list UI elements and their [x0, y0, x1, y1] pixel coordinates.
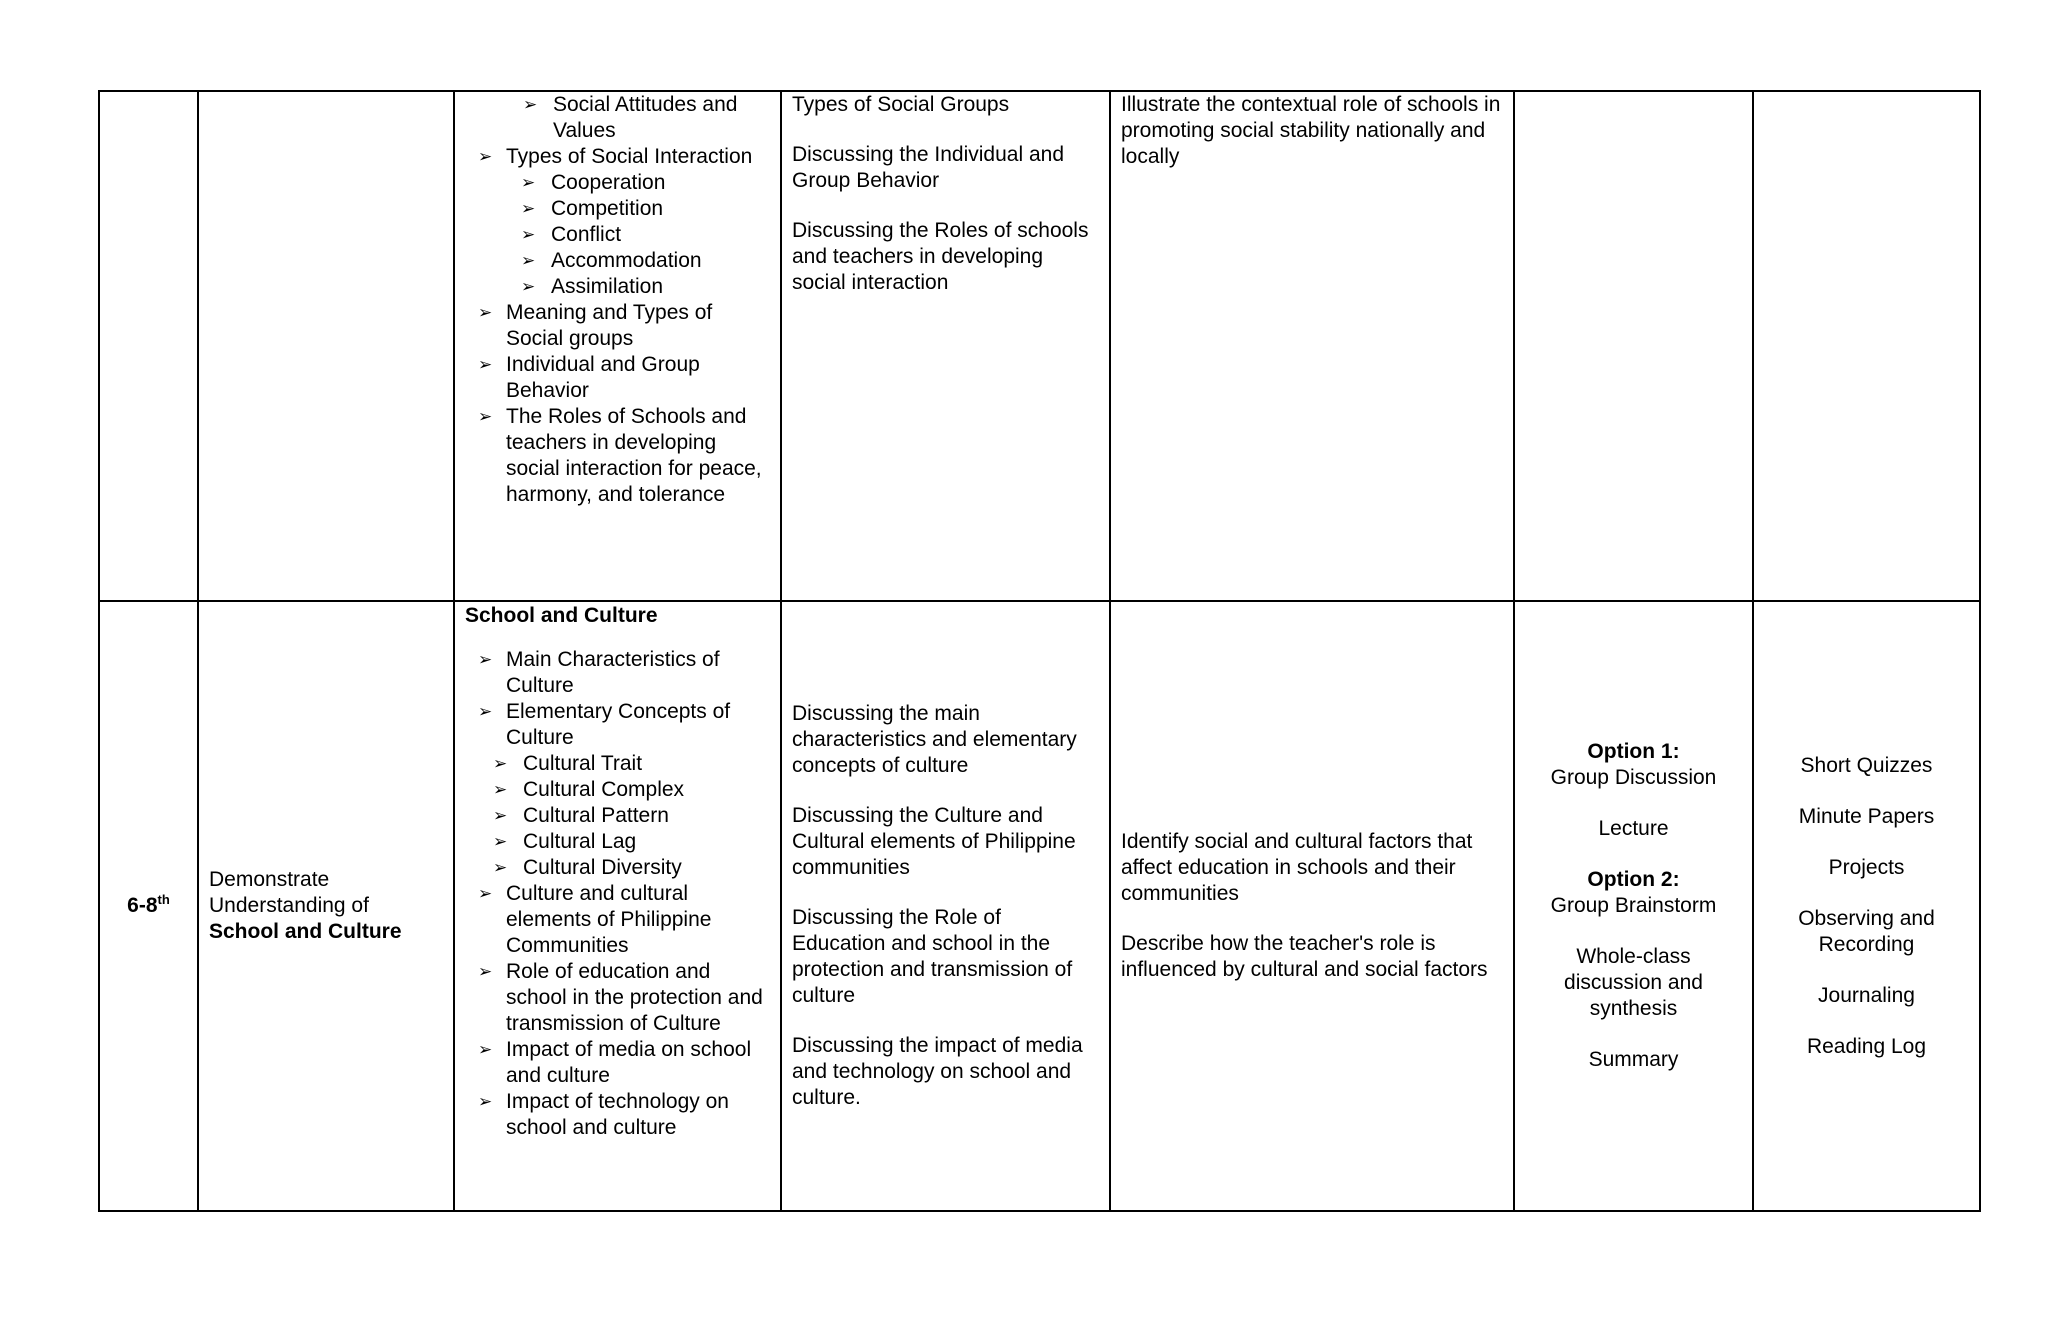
week-cell	[99, 91, 198, 601]
topic-text: Types of Social Interaction	[506, 145, 753, 168]
outcomes-cell	[1110, 91, 1514, 601]
list-item: ➢ Impact of media on school and culture	[465, 1037, 770, 1089]
list-item: ➢ Cultural Lag	[483, 829, 770, 855]
topic-title: School and Culture	[465, 604, 658, 627]
table-row-social-interaction	[99, 91, 1980, 601]
list-item: ➢ Assimilation	[511, 274, 770, 300]
week-cell	[99, 601, 198, 1211]
topics-list-cont	[465, 881, 770, 1141]
syllabus-table	[98, 90, 1981, 1212]
strategies-cell	[1514, 601, 1753, 1211]
strategy-item: Group Brainstorm	[1550, 894, 1717, 917]
topics-cell	[454, 601, 781, 1211]
assessment-item: Projects	[1828, 855, 1905, 879]
activity-text: Discussing the main characteristics and elementary concepts of culture	[792, 702, 1077, 777]
sub-topics-list	[483, 751, 770, 881]
outcome-text: Identify social and cultural factors that affect education in schools and their communities	[1121, 830, 1473, 905]
activity-text: Discussing the Culture and Cultural elements of Philippine communities	[792, 804, 1076, 879]
list-item: ➢ Conflict	[511, 222, 770, 248]
activity-text: Discussing the impact of media and technology on school and culture.	[792, 1034, 1083, 1109]
activity-text: Discussing the Roles of schools and teachers in developing social interaction	[792, 219, 1089, 294]
sub-topics-list	[511, 170, 770, 300]
objective-bold-text: School and Culture	[209, 920, 402, 943]
list-item: ➢ Culture and cultural elements of Philippine Communities	[465, 881, 770, 959]
list-item: ➢ Cooperation	[511, 170, 770, 196]
list-item: ➢ The Roles of Schools and teachers in developing social interaction for peace, harmony, and tolerance	[465, 404, 770, 508]
list-item: ➢ Cultural Pattern	[483, 803, 770, 829]
topics-continued-list	[513, 92, 770, 144]
strategy-item: Whole-class discussion and synthesis	[1564, 945, 1703, 1020]
list-item: ➢ Social Attitudes and Values	[513, 92, 770, 144]
topics-list-cont	[465, 300, 770, 508]
list-item: ➢ Competition	[511, 196, 770, 222]
activity-text: Types of Social Groups	[792, 93, 1010, 116]
topics-list	[465, 647, 770, 751]
strategy-item: Group Discussion	[1550, 766, 1717, 789]
week-label: 6-8th	[127, 892, 170, 917]
strategy-item: Summary	[1588, 1048, 1679, 1071]
strategies-cell	[1514, 91, 1753, 601]
assessment-block	[1764, 753, 1969, 1060]
list-item: ➢ Elementary Concepts of Culture	[465, 699, 770, 751]
list-item: ➢ Cultural Trait	[483, 751, 770, 777]
list-item: ➢ Individual and Group Behavior	[465, 352, 770, 404]
assessment-cell	[1753, 601, 1980, 1211]
strategies-block	[1525, 739, 1742, 1073]
table-row-school-and-culture	[99, 601, 1980, 1211]
list-item: ➢ Accommodation	[511, 248, 770, 274]
list-item: ➢ Cultural Complex	[483, 777, 770, 803]
activities-cell	[781, 601, 1110, 1211]
activities-cell	[781, 91, 1110, 601]
assessment-item: Reading Log	[1806, 1034, 1927, 1058]
list-item: ➢ Cultural Diversity	[483, 855, 770, 881]
objective-cell	[198, 91, 454, 601]
strategy-item: Lecture	[1598, 817, 1669, 840]
option-label: Option 1:	[1587, 740, 1680, 763]
objective-cell	[198, 601, 454, 1211]
list-item: ➢ Meaning and Types of Social groups	[465, 300, 770, 352]
topics-cell	[454, 91, 781, 601]
activity-text: Discussing the Individual and Group Behavior	[792, 143, 1064, 192]
topics-list	[465, 144, 770, 170]
objective-text: Demonstrate Understanding of	[209, 868, 369, 917]
list-item: ➢ Role of education and school in the protection and transmission of Culture	[465, 959, 770, 1037]
list-item: ➢ Impact of technology on school and culture	[465, 1089, 770, 1141]
list-item	[465, 144, 770, 170]
assessment-cell	[1753, 91, 1980, 601]
activity-text: Discussing the Role of Education and school in the protection and transmission of culture	[792, 906, 1073, 1007]
outcome-text: Describe how the teacher's role is influenced by cultural and social factors	[1121, 932, 1488, 981]
assessment-item: Journaling	[1818, 983, 1915, 1007]
outcomes-cell	[1110, 601, 1514, 1211]
assessment-item: Minute Papers	[1798, 804, 1935, 828]
outcome-text: Illustrate the contextual role of schools in promoting social stability nationally and locally	[1121, 93, 1501, 168]
assessment-item: Observing and Recording	[1798, 906, 1935, 956]
option-label: Option 2:	[1587, 868, 1680, 891]
assessment-item: Short Quizzes	[1800, 753, 1933, 777]
list-item: ➢ Main Characteristics of Culture	[465, 647, 770, 699]
